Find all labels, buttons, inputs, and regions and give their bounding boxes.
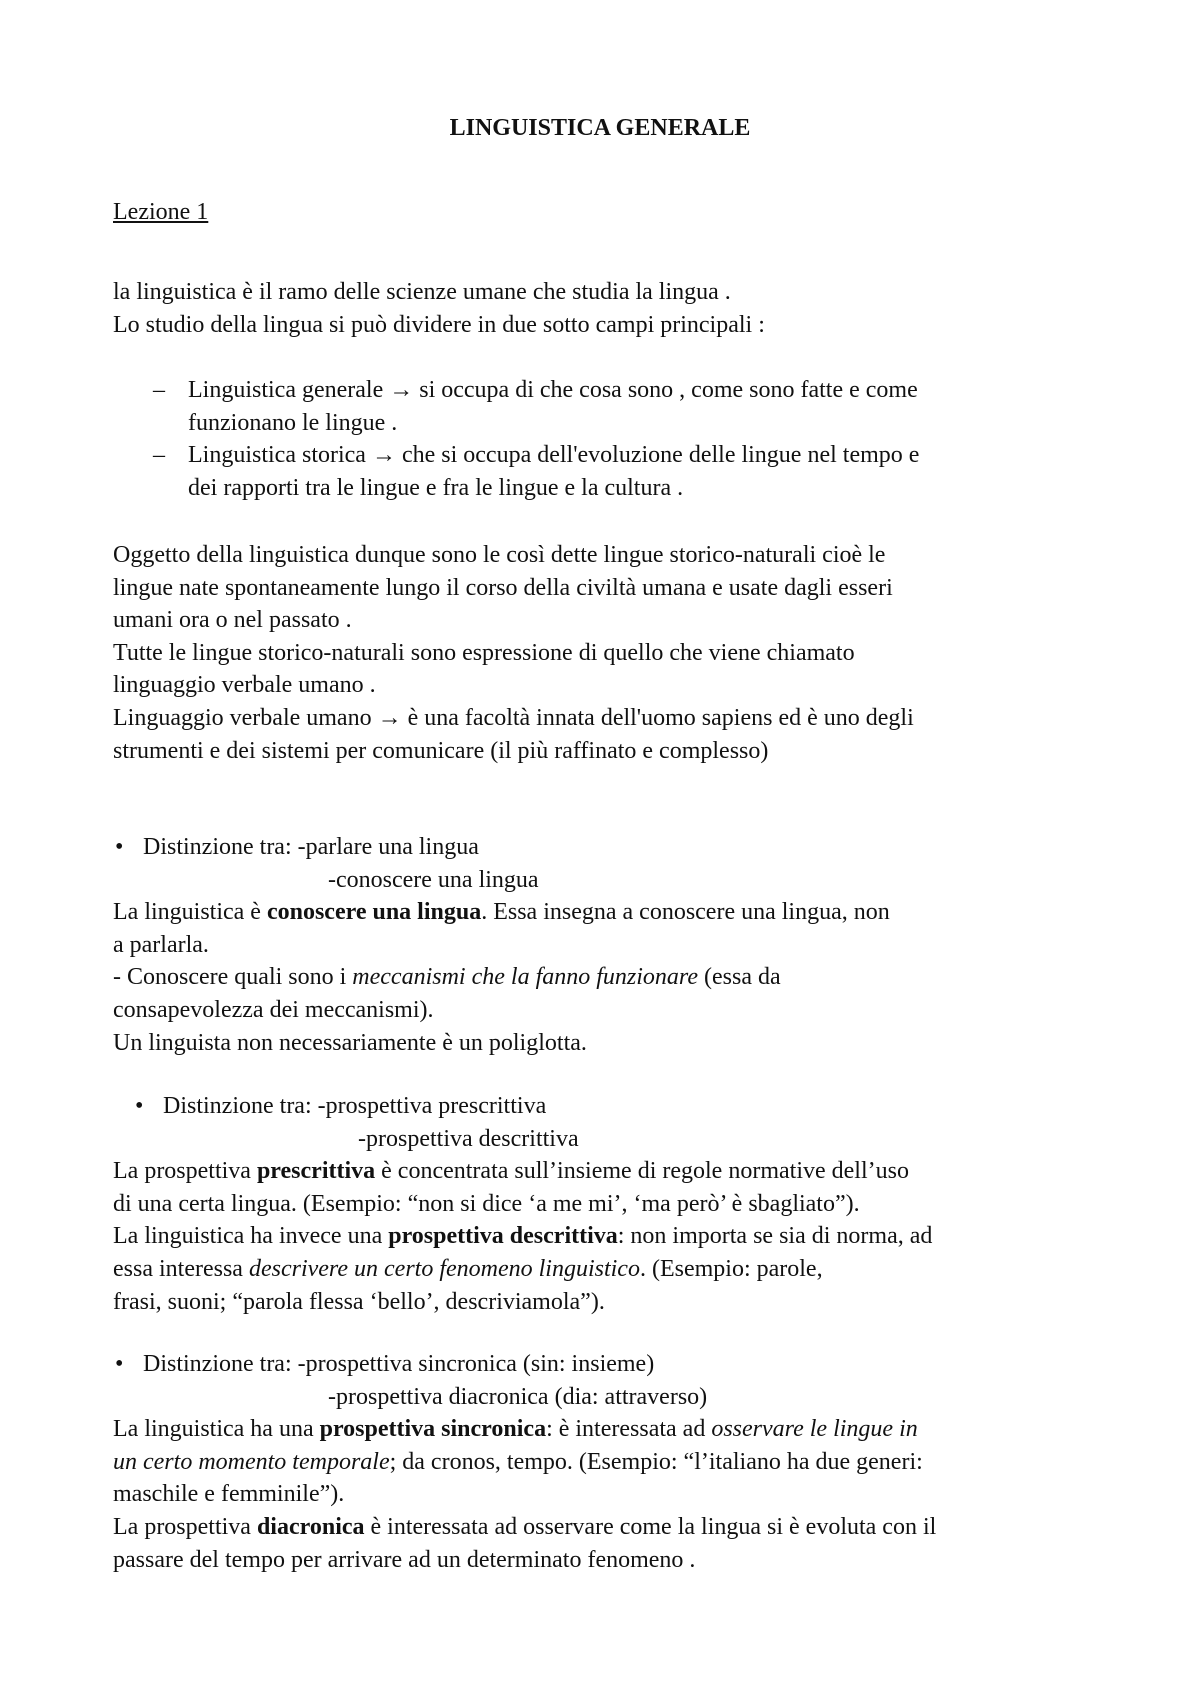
section-line: [113, 1253, 1113, 1286]
distinction-heading: Distinzione tra: -prospettiva prescrittiva: [163, 1093, 547, 1119]
text-run: . (Esempio: parole,: [639, 1255, 823, 1282]
section-line: [113, 1413, 1113, 1446]
paragraph-line: Linguaggio verbale umano → è una facoltà innata dell'uomo sapiens ed è uno degli: [113, 704, 914, 731]
text-run: . Essa insegna a conoscere una lingua, non: [481, 899, 890, 926]
section-line: [113, 1446, 1113, 1479]
dash-marker: –: [153, 442, 165, 469]
distinction-second: -conoscere una lingua: [328, 866, 539, 893]
bold-term: prospettiva descrittiva: [388, 1223, 618, 1250]
section-line: [113, 896, 1113, 929]
list-item-line: Linguistica generale → si occupa di che cosa sono , come sono fatte e come: [188, 377, 918, 403]
italic-phrase: meccanismi che la fanno funzionare: [352, 964, 699, 991]
bullet-marker: •: [135, 1093, 144, 1119]
list-item: [113, 439, 1113, 504]
bullet-marker: •: [115, 834, 124, 860]
distinction-second: -prospettiva diacronica (dia: attraverso): [328, 1383, 708, 1410]
section-line: consapevolezza dei meccanismi).: [113, 996, 434, 1023]
distinction-heading: Distinzione tra: -prospettiva sincronica (sin: insieme): [143, 1351, 655, 1377]
bold-term: prescrittiva: [256, 1158, 376, 1185]
list-item-line: dei rapporti tra le lingue e fra le lingue e la cultura .: [188, 474, 684, 501]
bullet-heading: [113, 831, 1113, 864]
intro-paragraph: [113, 276, 1113, 341]
section-line: [113, 1220, 1113, 1253]
italic-phrase: un certo momento temporale: [113, 1448, 390, 1475]
section-line: passare del tempo per arrivare ad un determinato fenomeno .: [113, 1546, 696, 1573]
section-line: Un linguista non necessariamente è un poliglotta.: [113, 1029, 587, 1056]
paragraph-line: umani ora o nel passato .: [113, 607, 352, 634]
bold-term: conoscere una lingua: [266, 899, 482, 926]
paragraph-line: strumenti e dei sistemi per comunicare (il più raffinato e complesso): [113, 737, 769, 764]
section-line: [113, 1511, 1113, 1544]
paragraph-line: lingue nate spontaneamente lungo il corso della civiltà umana e usate dagli esseri: [113, 574, 893, 601]
section-line: a parlarla.: [113, 931, 209, 958]
intro-line-2: Lo studio della lingua si può dividere in due sotto campi principali :: [113, 311, 765, 338]
text-run: La linguistica ha invece una: [113, 1223, 389, 1250]
section-sincronica-diacronica: [113, 1348, 1113, 1576]
text-run: - Conoscere quali sono i: [113, 964, 353, 991]
page-title: LINGUISTICA GENERALE: [449, 115, 751, 141]
text-run: è concentrata sull’insieme di regole normative dell’uso: [375, 1158, 909, 1185]
paragraph-line: Oggetto della linguistica dunque sono le così dette lingue storico-naturali cioè le: [113, 542, 886, 568]
dash-marker: –: [153, 377, 165, 403]
text-run: La linguistica ha una: [113, 1416, 320, 1443]
text-run: (essa da: [698, 964, 781, 991]
lesson-heading: Lezione 1: [113, 199, 209, 225]
italic-phrase: descrivere un certo fenomeno linguistico: [248, 1255, 640, 1282]
bullet-marker: •: [115, 1351, 124, 1377]
text-run: : non importa se sia di norma, ad: [617, 1223, 933, 1250]
paragraph-line: linguaggio verbale umano .: [113, 672, 376, 699]
text-run: La prospettiva: [113, 1513, 257, 1540]
distinction-second: -prospettiva descrittiva: [358, 1125, 579, 1152]
bold-term: prospettiva sincronica: [319, 1416, 547, 1443]
bullet-heading: [113, 1348, 1113, 1381]
section-parlare-conoscere: [113, 831, 1113, 1059]
italic-phrase: osservare le lingue in: [711, 1416, 918, 1443]
text-run: La linguistica è: [113, 899, 267, 926]
section-line: di una certa lingua. (Esempio: “non si dice ‘a me mi’, ‘ma però’ è sbagliato”).: [113, 1190, 860, 1217]
lesson-heading-block: [113, 196, 1113, 229]
bullet-heading: [113, 1090, 1113, 1123]
text-run: essa interessa: [113, 1255, 249, 1282]
section-line: maschile e femminile”).: [113, 1481, 345, 1508]
object-paragraph: [113, 539, 1113, 767]
paragraph-line: Tutte le lingue storico-naturali sono espressione di quello che viene chiamato: [113, 639, 855, 666]
list-item-line: funzionano le lingue .: [188, 409, 398, 436]
distinction-heading: Distinzione tra: -parlare una lingua: [143, 834, 479, 860]
text-run: è interessata ad osservare come la lingua si è evoluta con il: [364, 1513, 937, 1540]
text-run: : è interessata ad: [546, 1416, 712, 1443]
list-item: [113, 374, 1113, 439]
section-line: frasi, suoni; “parola flessa ‘bello’, descriviamola”).: [113, 1288, 605, 1315]
text-run: La prospettiva: [113, 1158, 257, 1185]
intro-line-1: la linguistica è il ramo delle scienze umane che studia la lingua .: [113, 279, 731, 305]
section-line: [113, 961, 1113, 994]
text-run: ; da cronos, tempo. (Esempio: “l’italiano ha due generi:: [389, 1448, 923, 1475]
bold-term: diacronica: [256, 1513, 365, 1540]
section-prescrittiva-descrittiva: [113, 1090, 1113, 1318]
section-line: [113, 1155, 1113, 1188]
dash-list: [113, 374, 1113, 504]
list-item-line: Linguistica storica → che si occupa dell'evoluzione delle lingue nel tempo e: [188, 442, 920, 469]
